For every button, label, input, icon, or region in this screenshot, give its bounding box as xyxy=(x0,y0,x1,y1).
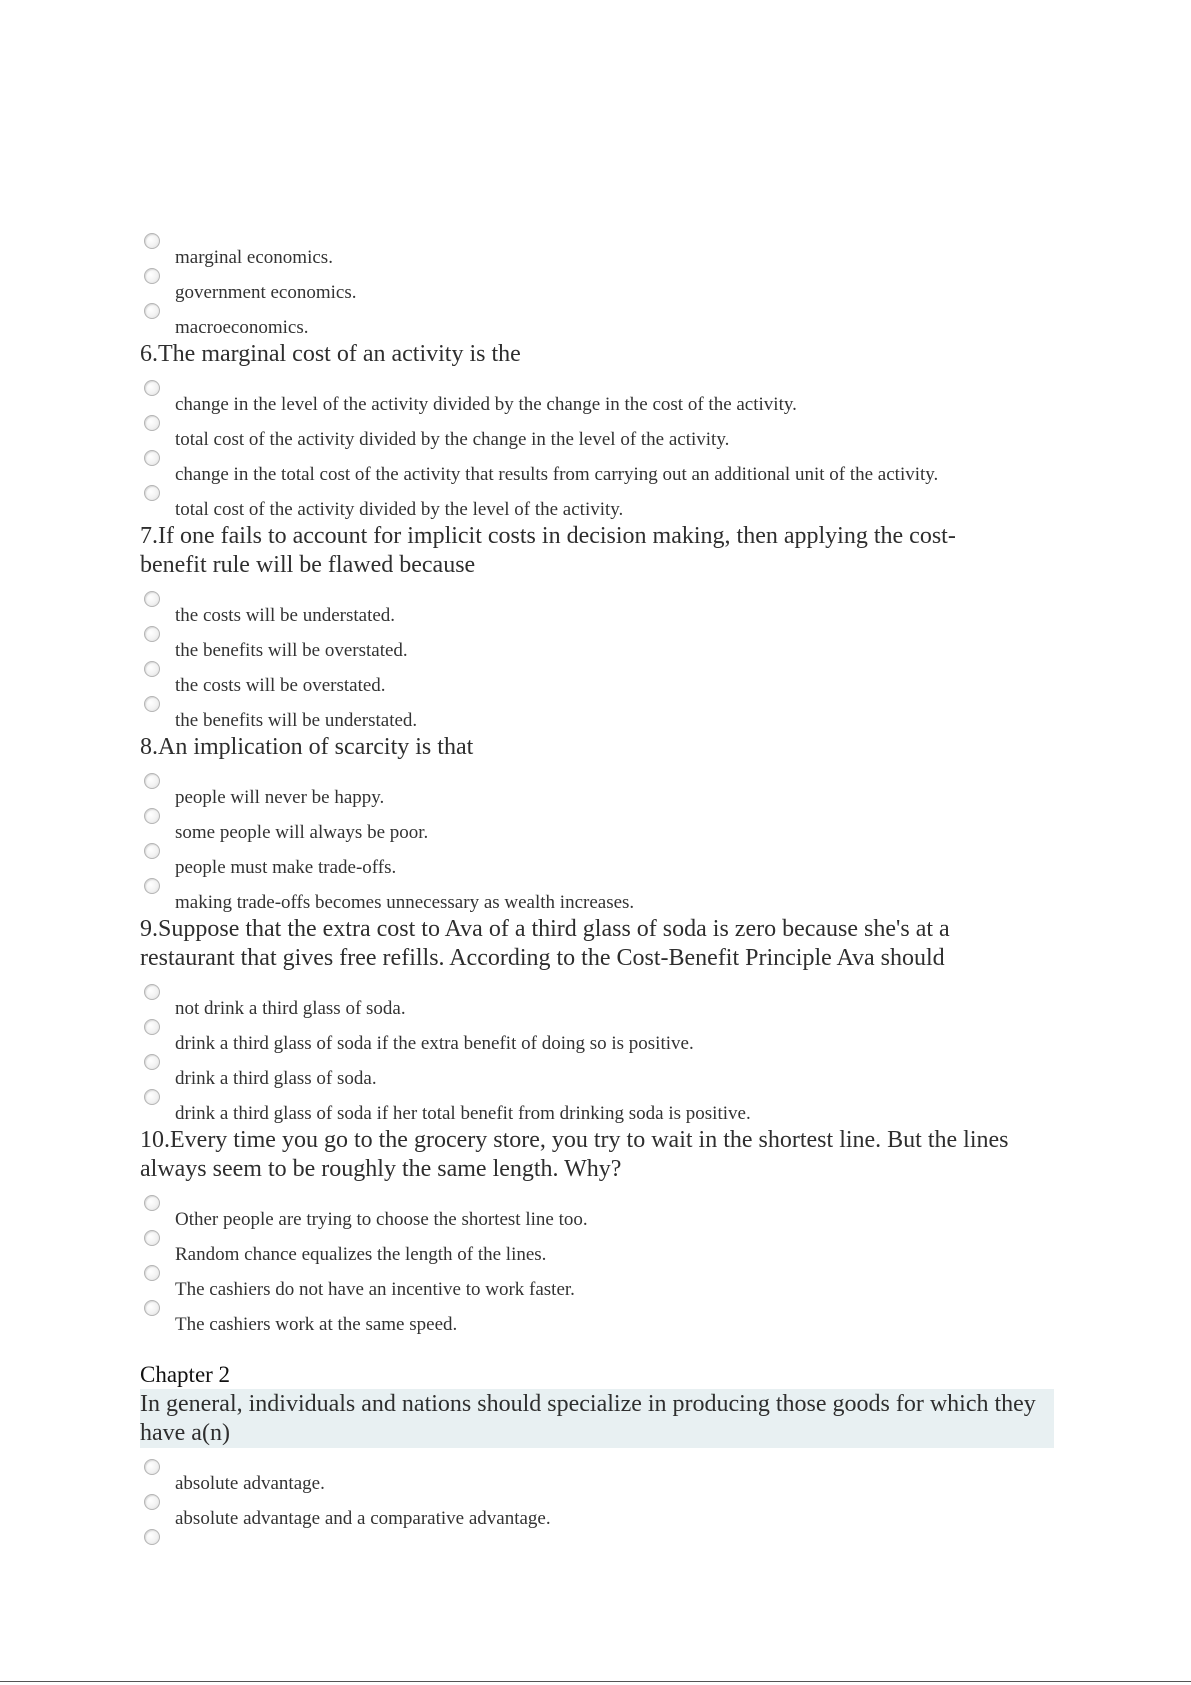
answer-option-label: absolute advantage. xyxy=(175,1473,325,1494)
answer-option-label: people will never be happy. xyxy=(175,787,385,808)
answer-option[interactable] xyxy=(140,663,1060,698)
answer-option-label: change in the total cost of the activity that results from carrying out an additional unit of the activity. xyxy=(175,464,939,485)
answer-option[interactable] xyxy=(140,1091,1060,1126)
radio-button-icon[interactable] xyxy=(144,415,160,431)
answer-option[interactable] xyxy=(140,305,1060,340)
answer-option-label: macroeconomics. xyxy=(175,317,309,338)
radio-button-icon[interactable] xyxy=(144,661,160,677)
answer-option[interactable] xyxy=(140,487,1060,522)
radio-button-icon[interactable] xyxy=(144,1195,160,1211)
answer-option[interactable] xyxy=(140,628,1060,663)
answer-option[interactable] xyxy=(140,698,1060,733)
answer-option[interactable] xyxy=(140,1232,1060,1267)
radio-button-icon[interactable] xyxy=(144,1019,160,1035)
answer-option-label: people must make trade-offs. xyxy=(175,857,397,878)
answer-option[interactable] xyxy=(140,593,1060,628)
answer-option[interactable] xyxy=(140,1021,1060,1056)
question-text: 10.Every time you go to the grocery store, you try to wait in the shortest line. But the lines always seem to be roughly the same length. Why? xyxy=(140,1127,1009,1182)
question-text: 7.If one fails to account for implicit costs in decision making, then applying the cost-benefit rule will be flawed because xyxy=(140,523,956,578)
radio-button-icon[interactable] xyxy=(144,1089,160,1105)
answer-option[interactable] xyxy=(140,810,1060,845)
answer-option-label: Random chance equalizes the length of the lines. xyxy=(175,1244,547,1265)
answer-option-label: absolute advantage and a comparative advantage. xyxy=(175,1508,551,1529)
answer-option[interactable] xyxy=(140,1267,1060,1302)
answer-option-label: total cost of the activity divided by the level of the activity. xyxy=(175,499,624,520)
answer-option-label: marginal economics. xyxy=(175,247,333,268)
radio-button-icon[interactable] xyxy=(144,268,160,284)
radio-button-icon[interactable] xyxy=(144,878,160,894)
radio-button-icon[interactable] xyxy=(144,591,160,607)
answer-option[interactable] xyxy=(140,1461,1060,1496)
answer-option-label: the costs will be understated. xyxy=(175,605,396,626)
highlighted-question-text: In general, individuals and nations should specialize in producing those goods for which they have a(n) xyxy=(140,1389,1054,1448)
radio-button-icon[interactable] xyxy=(144,485,160,501)
radio-button-icon[interactable] xyxy=(144,773,160,789)
answer-option-label: drink a third glass of soda. xyxy=(175,1068,377,1089)
radio-button-icon[interactable] xyxy=(144,1054,160,1070)
answer-option[interactable] xyxy=(140,1531,1060,1566)
answer-option-label: Other people are trying to choose the shortest line too. xyxy=(175,1209,588,1230)
radio-button-icon[interactable] xyxy=(144,1300,160,1316)
radio-button-icon[interactable] xyxy=(144,984,160,1000)
radio-button-icon[interactable] xyxy=(144,696,160,712)
answer-option-label: drink a third glass of soda if the extra benefit of doing so is positive. xyxy=(175,1033,694,1054)
radio-button-icon[interactable] xyxy=(144,380,160,396)
answer-option[interactable] xyxy=(140,270,1060,305)
answer-option-label: making trade-offs becomes unnecessary as wealth increases. xyxy=(175,892,635,913)
answer-option[interactable] xyxy=(140,1197,1060,1232)
question-text: 8.An implication of scarcity is that xyxy=(140,734,474,760)
question-text: 6.The marginal cost of an activity is the xyxy=(140,341,521,367)
answer-option-label: drink a third glass of soda if her total benefit from drinking soda is positive. xyxy=(175,1103,751,1124)
radio-button-icon[interactable] xyxy=(144,1494,160,1510)
radio-button-icon[interactable] xyxy=(144,450,160,466)
radio-button-icon[interactable] xyxy=(144,303,160,319)
answer-option-label: change in the level of the activity divided by the change in the cost of the activity. xyxy=(175,394,797,415)
answer-option[interactable] xyxy=(140,1302,1060,1337)
answer-option[interactable] xyxy=(140,775,1060,810)
answer-option-label: the benefits will be understated. xyxy=(175,710,418,731)
answer-option[interactable] xyxy=(140,382,1060,417)
answer-option[interactable] xyxy=(140,417,1060,452)
answer-option-label: total cost of the activity divided by the change in the level of the activity. xyxy=(175,429,730,450)
chapter-heading: Chapter 2 xyxy=(140,1362,231,1387)
answer-option-label: not drink a third glass of soda. xyxy=(175,998,406,1019)
answer-option-label: The cashiers work at the same speed. xyxy=(175,1314,458,1335)
answer-option-label: the benefits will be overstated. xyxy=(175,640,408,661)
answer-option[interactable] xyxy=(140,880,1060,915)
radio-button-icon[interactable] xyxy=(144,1265,160,1281)
radio-button-icon[interactable] xyxy=(144,843,160,859)
radio-button-icon[interactable] xyxy=(144,808,160,824)
radio-button-icon[interactable] xyxy=(144,1459,160,1475)
answer-option-label: the costs will be overstated. xyxy=(175,675,386,696)
answer-option[interactable] xyxy=(140,1496,1060,1531)
radio-button-icon[interactable] xyxy=(144,1529,160,1545)
answer-option[interactable] xyxy=(140,235,1060,270)
radio-button-icon[interactable] xyxy=(144,1230,160,1246)
question-text: 9.Suppose that the extra cost to Ava of a third glass of soda is zero because she's at a restaurant that gives free refills. According to the Cost-Benefit Principle Ava should xyxy=(140,916,950,971)
answer-option-label: The cashiers do not have an incentive to work faster. xyxy=(175,1279,575,1300)
answer-option-label: some people will always be poor. xyxy=(175,822,429,843)
answer-option[interactable] xyxy=(140,1056,1060,1091)
answer-option[interactable] xyxy=(140,986,1060,1021)
answer-option[interactable] xyxy=(140,452,1060,487)
answer-option[interactable] xyxy=(140,845,1060,880)
radio-button-icon[interactable] xyxy=(144,626,160,642)
radio-button-icon[interactable] xyxy=(144,233,160,249)
answer-option-label: government economics. xyxy=(175,282,357,303)
quiz-document xyxy=(140,235,1060,1566)
page-bottom-rule xyxy=(0,1681,1191,1682)
